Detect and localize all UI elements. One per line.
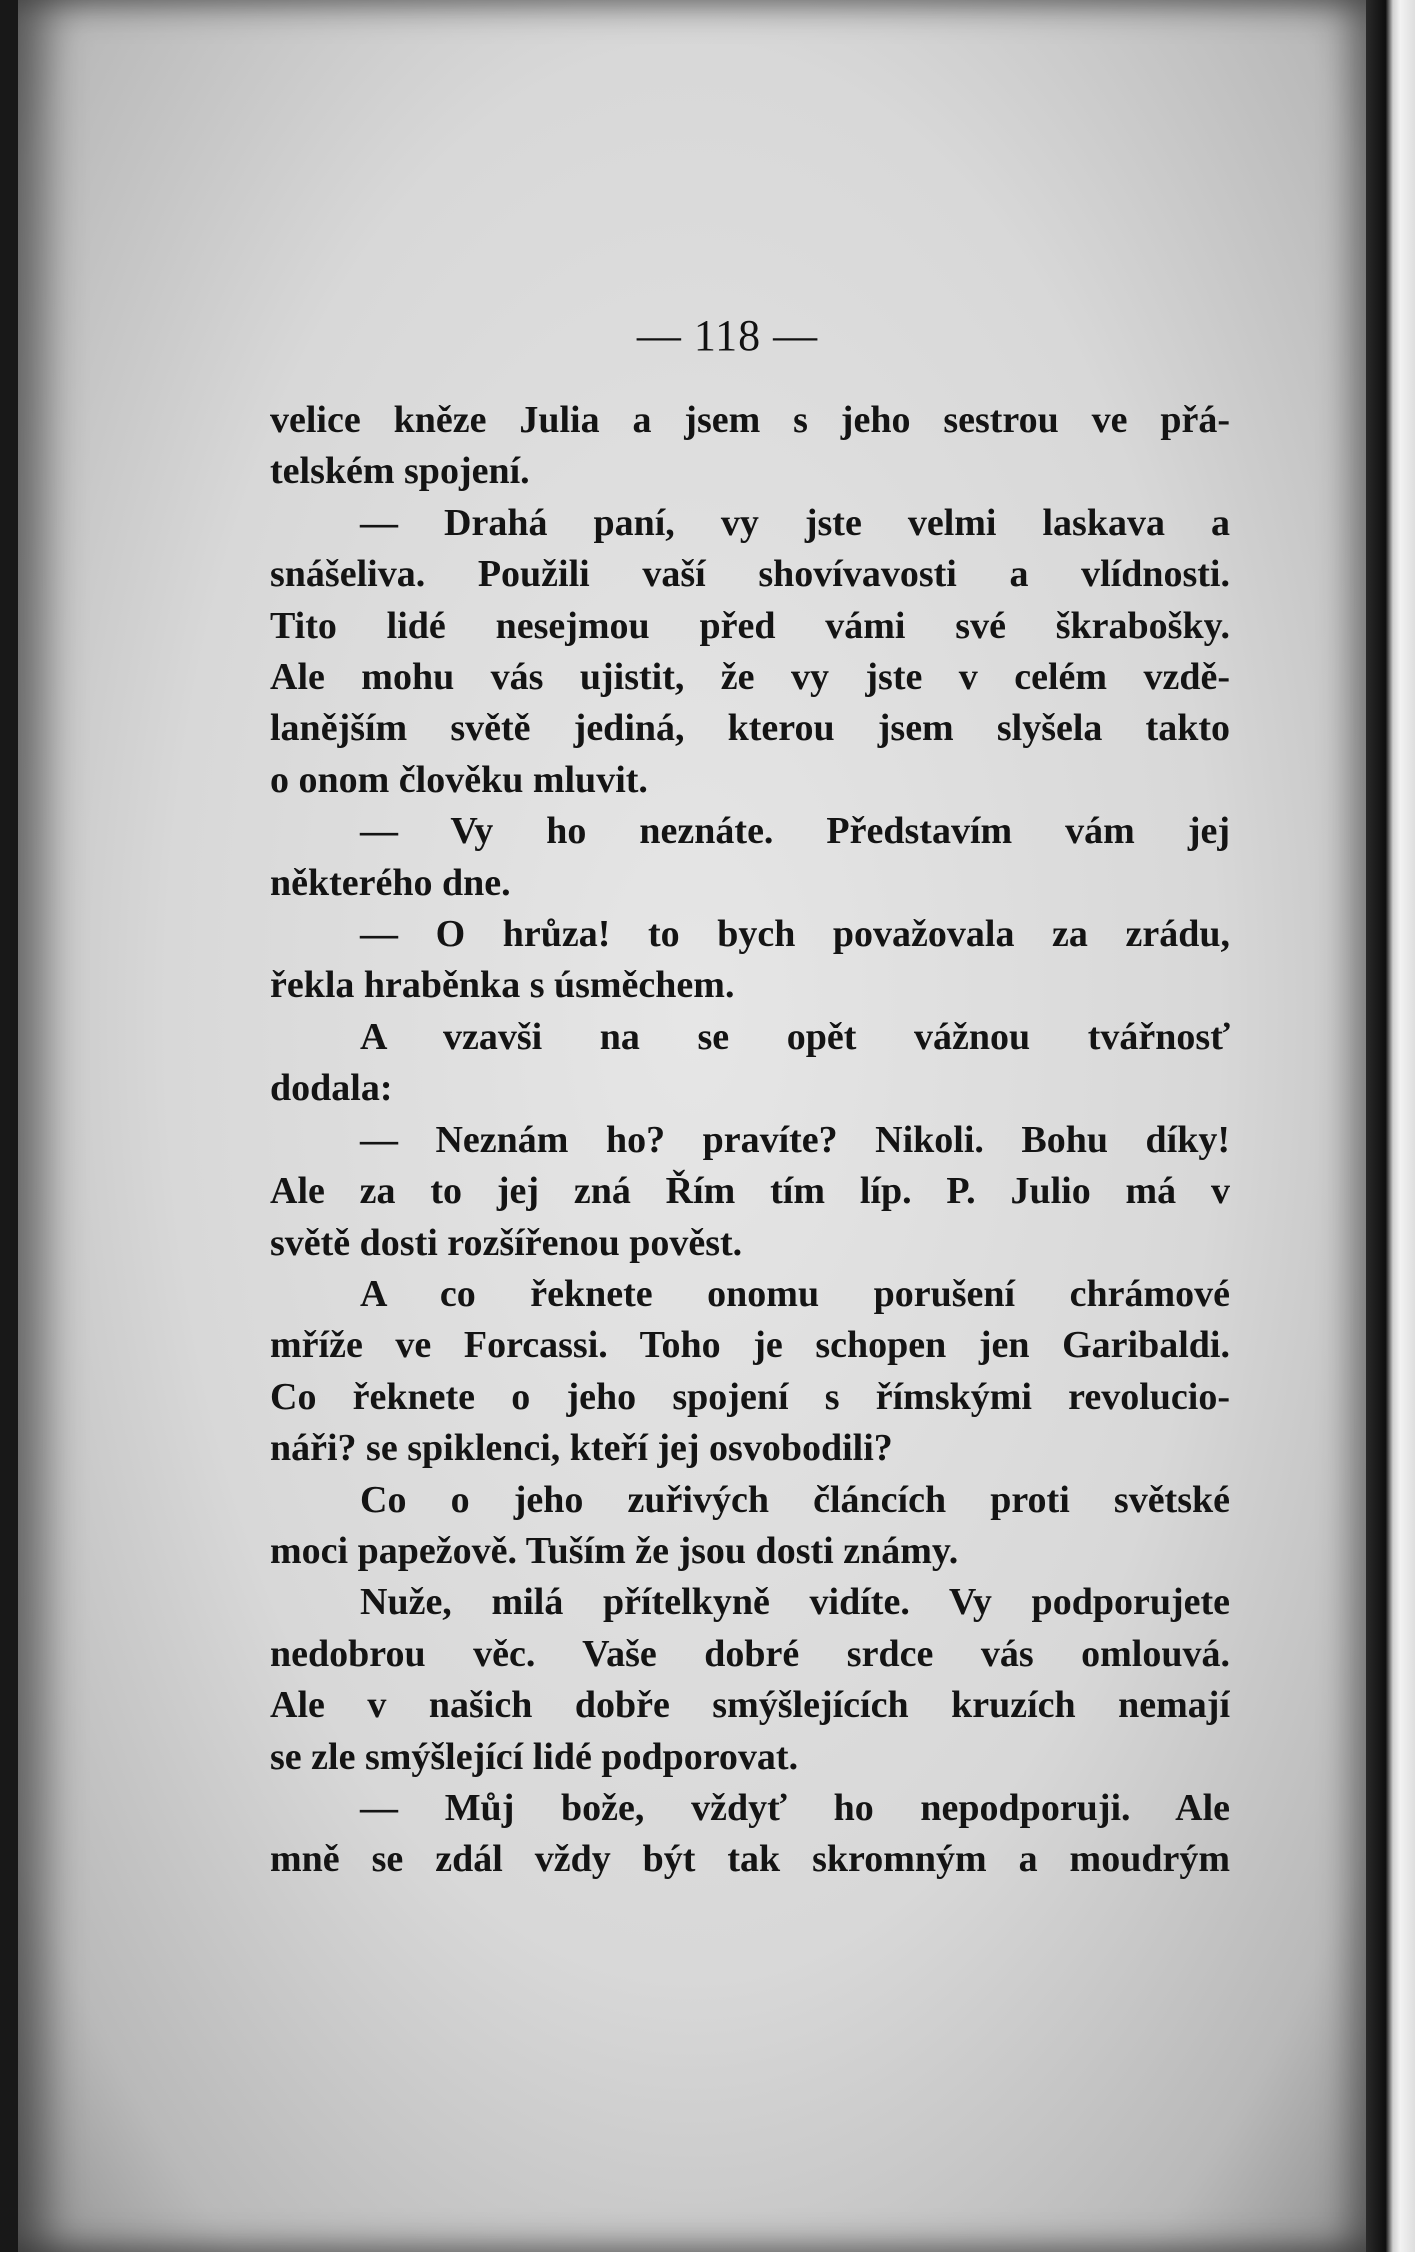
text-line: lanějším světě jediná, kterou jsem slyšela takto (270, 707, 1230, 750)
text-line: řekla hraběnka s úsměchem. (270, 964, 735, 1007)
text-line: — Drahá paní, vy jste velmi laskava a (360, 501, 1230, 544)
text-line: Ale za to jej zná Řím tím líp. P. Julio má v (270, 1170, 1230, 1213)
text-line: nedobrou věc. Vaše dobré srdce vás omlouvá. (270, 1632, 1230, 1675)
text-line: mříže ve Forcassi. Toho je schopen jen Garibaldi. (270, 1324, 1230, 1367)
text-line: o onom člověku mluvit. (270, 758, 648, 801)
text-line: se zle smýšlející lidé podporovat. (270, 1735, 799, 1778)
text-line: dodala: (270, 1067, 393, 1110)
text-line: — O hrůza! to bych považovala za zrádu, (360, 913, 1230, 956)
text-line: — Neznám ho? pravíte? Nikoli. Bohu díky! (360, 1118, 1230, 1161)
body-text (270, 395, 1230, 1886)
text-line: snášeliva. Použili vaší shovívavosti a vlídnosti. (270, 553, 1230, 596)
text-line: Ale v našich dobře smýšlejících kruzích nemají (270, 1684, 1230, 1727)
text-line: A vzavši na se opět vážnou tvářnosť (360, 1015, 1230, 1058)
text-line: náři? se spiklenci, kteří jej osvobodili? (270, 1427, 893, 1470)
text-line: — Můj bože, vždyť ho nepodporuji. Ale (360, 1786, 1230, 1829)
text-line: Co řeknete o jeho spojení s římskými revolucio- (270, 1375, 1230, 1418)
text-line: moci papežově. Tuším že jsou dosti známy. (270, 1529, 959, 1572)
text-line: telském spojení. (270, 450, 530, 493)
text-line: — Vy ho neznáte. Představím vám jej (360, 810, 1230, 853)
text-line: Tito lidé nesejmou před vámi své škrabošky. (270, 604, 1230, 647)
text-line: velice kněze Julia a jsem s jeho sestrou ve přá- (270, 399, 1230, 441)
text-line: světě dosti rozšířenou pověst. (270, 1221, 743, 1264)
text-line: Nuže, milá přítelkyně vidíte. Vy podporujete (360, 1581, 1230, 1624)
text-line: Co o jeho zuřivých článcích proti světské (360, 1478, 1230, 1521)
page-number: — 118 — (636, 311, 819, 360)
text-line: mně se zdál vždy být tak skromným a moudrým (270, 1838, 1230, 1881)
text-line: některého dne. (270, 861, 511, 904)
text-line: Ale mohu vás ujistit, že vy jste v celém vzdě- (270, 656, 1230, 699)
text-line: A co řeknete onomu porušení chrámové (360, 1272, 1230, 1315)
